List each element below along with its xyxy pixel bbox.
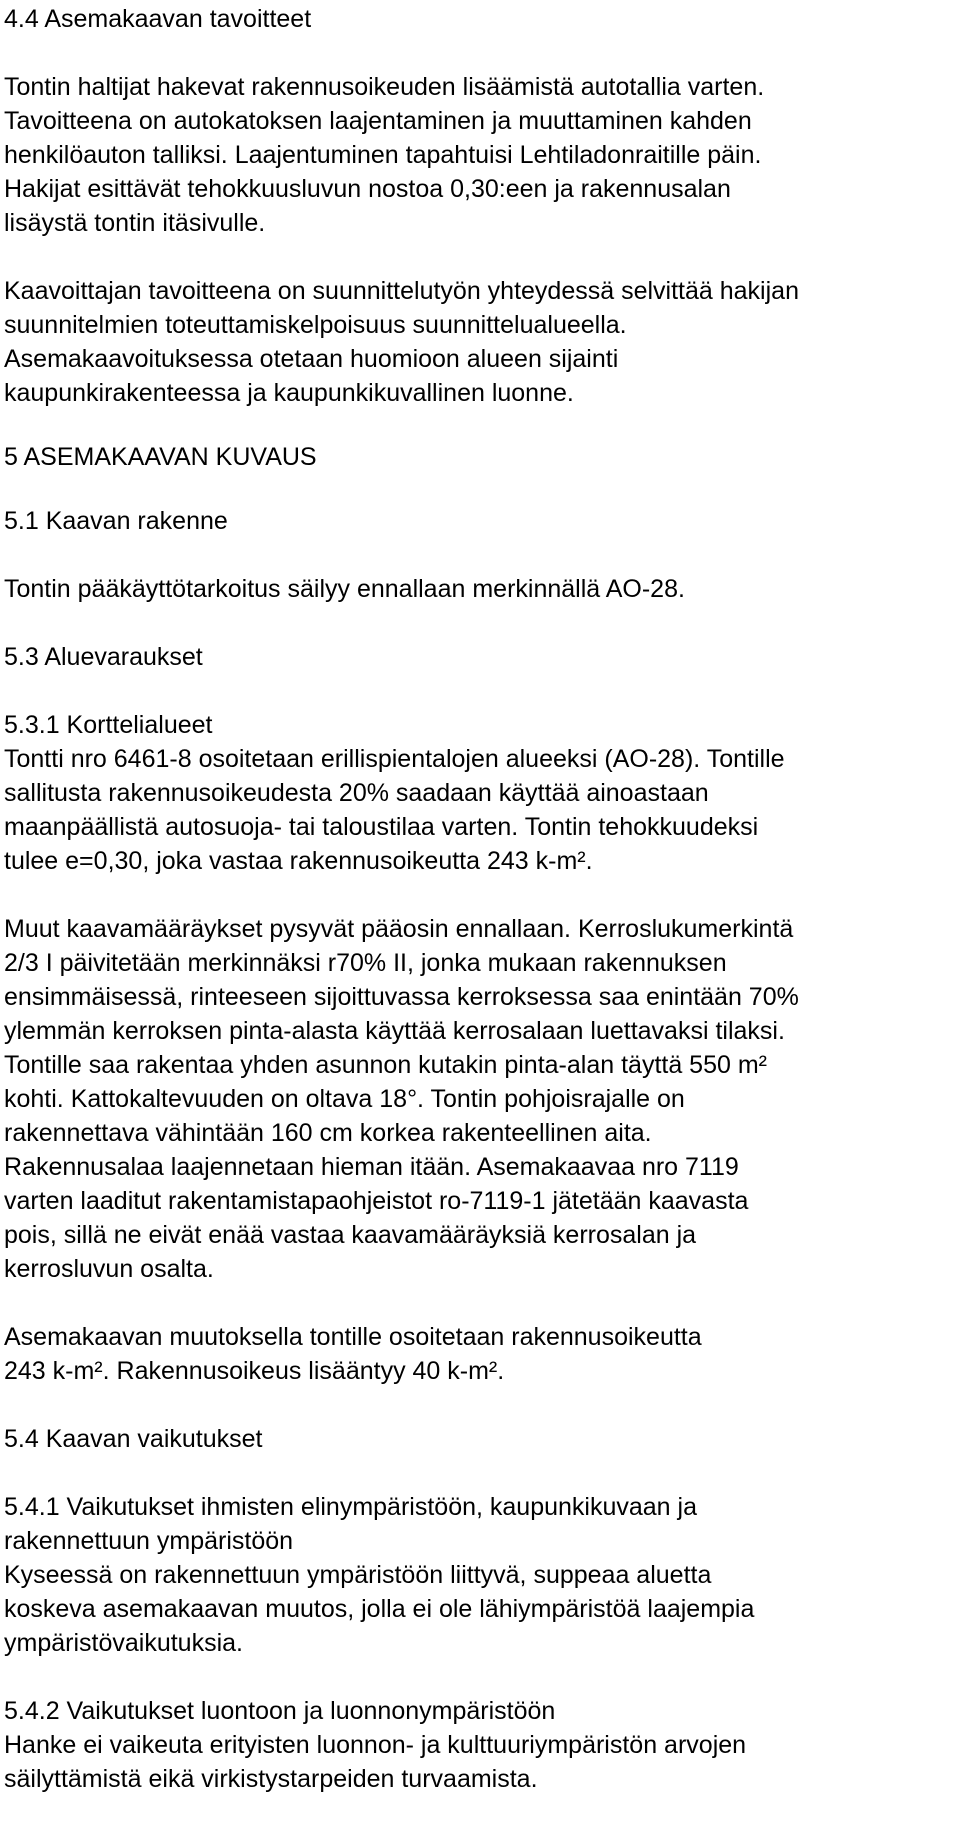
heading-5-3-1: 5.3.1 Korttelialueet: [4, 711, 213, 739]
spacer: [4, 1456, 960, 1490]
text-line: Muut kaavamääräykset pysyvät pääosin ennallaan. Kerroslukumerkintä: [4, 915, 794, 943]
text-line: lisäystä tontin itäsivulle.: [4, 209, 266, 237]
paragraph-5-1: Tontin pääkäyttötarkoitus säilyy ennallaan merkinnällä AO-28.: [4, 575, 685, 603]
paragraph-5-4-1: [4, 1558, 960, 1660]
text-line: kohti. Kattokaltevuuden on oltava 18°. Tontin pohjoisrajalle on: [4, 1085, 685, 1113]
spacer: [4, 410, 960, 440]
text-line: Asemakaavoituksessa otetaan huomioon alueen sijainti: [4, 345, 619, 373]
text-line: 5.4.1 Vaikutukset ihmisten elinympäristöön, kaupunkikuvaan ja: [4, 1493, 697, 1521]
text-line: Tavoitteena on autokatoksen laajentaminen ja muuttaminen kahden: [4, 107, 752, 135]
heading-5: 5 ASEMAKAAVAN KUVAUS: [4, 443, 317, 471]
text-line: Tontin haltijat hakevat rakennusoikeuden lisäämistä autotallia varten.: [4, 73, 765, 101]
spacer: [4, 606, 960, 640]
heading-5-3: 5.3 Aluevaraukset: [4, 643, 203, 671]
text-line: Hanke ei vaikeuta erityisten luonnon- ja kulttuuriympäristön arvojen: [4, 1731, 747, 1759]
text-line: ensimmäisessä, rinteeseen sijoittuvassa kerroksessa saa enintään 70%: [4, 983, 799, 1011]
text-line: Kaavoittajan tavoitteena on suunnittelutyön yhteydessä selvittää hakijan: [4, 277, 799, 305]
text-line: Tontti nro 6461-8 osoitetaan erillispientalojen alueeksi (AO-28). Tontille: [4, 745, 785, 773]
text-line: ympäristövaikutuksia.: [4, 1629, 243, 1657]
text-line: säilyttämistä eikä virkistystarpeiden turvaamista.: [4, 1765, 538, 1793]
heading-4-4: 4.4 Asemakaavan tavoitteet: [4, 5, 312, 33]
text-line: sallitusta rakennusoikeudesta 20% saadaan käyttää ainoastaan: [4, 779, 709, 807]
text-line: koskeva asemakaavan muutos, jolla ei ole lähiympäristöä laajempia: [4, 1595, 755, 1623]
text-line: kerrosluvun osalta.: [4, 1255, 214, 1283]
text-line: rakennettava vähintään 160 cm korkea rakenteellinen aita.: [4, 1119, 652, 1147]
spacer: [4, 36, 960, 70]
paragraph-5-3-1-building-rights: [4, 1320, 960, 1388]
text-line: Tontille saa rakentaa yhden asunnon kutakin pinta-alan täyttä 550 m²: [4, 1051, 767, 1079]
text-line: pois, sillä ne eivät enää vastaa kaavamääräyksiä kerrosalan ja: [4, 1221, 697, 1249]
paragraph-5-4-2: [4, 1728, 960, 1796]
heading-5-4-1: [4, 1490, 960, 1558]
text-line: kaupunkirakenteessa ja kaupunkikuvallinen luonne.: [4, 379, 574, 407]
heading-5-4-2: 5.4.2 Vaikutukset luontoon ja luonnonympäristöön: [4, 1697, 556, 1725]
text-line: tulee e=0,30, joka vastaa rakennusoikeutta 243 k-m².: [4, 847, 593, 875]
spacer: [4, 1388, 960, 1422]
text-line: 2/3 I päivitetään merkinnäksi r70% II, jonka mukaan rakennuksen: [4, 949, 727, 977]
paragraph-4-4-goals: [4, 70, 960, 240]
text-line: varten laaditut rakentamistapaohjeistot ro-7119-1 jätetään kaavasta: [4, 1187, 749, 1215]
heading-5-1: 5.1 Kaavan rakenne: [4, 507, 228, 535]
text-line: Rakennusalaa laajennetaan hieman itään. Asemakaavaa nro 7119: [4, 1153, 739, 1181]
spacer: [4, 878, 960, 912]
paragraph-4-4-planner: [4, 274, 960, 410]
paragraph-5-3-1-regulations: [4, 912, 960, 1286]
text-line: Kyseessä on rakennettuun ympäristöön liittyvä, suppeaa aluetta: [4, 1561, 712, 1589]
spacer: [4, 1660, 960, 1694]
text-line: ylemmän kerroksen pinta-alasta käyttää kerrosalaan luettavaksi tilaksi.: [4, 1017, 785, 1045]
text-line: Asemakaavan muutoksella tontille osoitetaan rakennusoikeutta: [4, 1323, 702, 1351]
text-line: 243 k-m². Rakennusoikeus lisääntyy 40 k-m².: [4, 1357, 505, 1385]
paragraph-5-3-1-lot: [4, 742, 960, 878]
spacer: [4, 674, 960, 708]
text-line: henkilöauton talliksi. Laajentuminen tapahtuisi Lehtiladonraitille päin.: [4, 141, 762, 169]
text-line: suunnitelmien toteuttamiskelpoisuus suunnittelualueella.: [4, 311, 627, 339]
text-line: maanpäällistä autosuoja- tai taloustilaa varten. Tontin tehokkuudeksi: [4, 813, 759, 841]
text-line: Hakijat esittävät tehokkuusluvun nostoa 0,30:een ja rakennusalan: [4, 175, 731, 203]
spacer: [4, 538, 960, 572]
text-line: rakennettuun ympäristöön: [4, 1527, 294, 1555]
spacer: [4, 240, 960, 274]
heading-5-4: 5.4 Kaavan vaikutukset: [4, 1425, 263, 1453]
spacer: [4, 474, 960, 504]
spacer: [4, 1286, 960, 1320]
